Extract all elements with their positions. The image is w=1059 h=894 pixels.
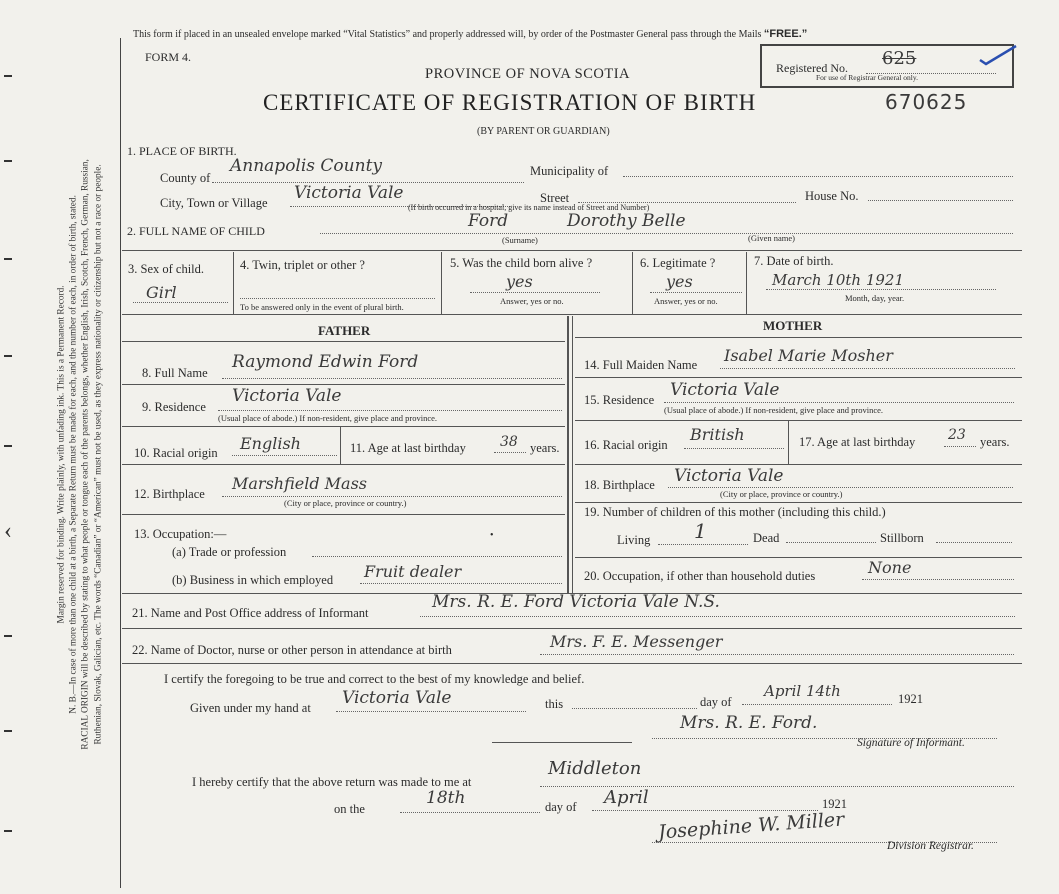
registrar-day: 18th xyxy=(426,788,466,808)
child-name-line xyxy=(320,233,1013,234)
attendant-value: Mrs. F. E. Messenger xyxy=(550,632,723,651)
margin-line-4: Ruthenian, Slovak, Galician, etc. The words “Canadian” or “American” must not be used, as they express nationality or citizenship but not a race or people. xyxy=(93,164,104,745)
section-divider xyxy=(122,628,1022,629)
mother-birthplace-value: Victoria Vale xyxy=(674,466,784,486)
margin-border-line xyxy=(120,38,121,888)
house-label: House No. xyxy=(805,189,859,203)
father-racial-value: English xyxy=(240,434,301,453)
binding-mark xyxy=(4,635,12,637)
certificate-title: CERTIFICATE OF REGISTRATION OF BIRTH xyxy=(263,90,757,115)
registered-label: Registered No. xyxy=(776,61,848,75)
ink-dot: • xyxy=(490,530,494,541)
father-racial-label: 10. Racial origin xyxy=(134,446,218,460)
municipality-label: Municipality of xyxy=(530,164,609,178)
section-divider xyxy=(122,314,1022,315)
father-birthplace-value: Marshfield Mass xyxy=(232,474,368,493)
sex-line xyxy=(133,302,228,303)
mother-row-rule xyxy=(575,557,1022,558)
legitimate-note: Answer, yes or no. xyxy=(654,296,718,306)
father-racial-line xyxy=(232,455,337,456)
mother-age-label: 17. Age at last birthday xyxy=(799,435,916,449)
mother-residence-line xyxy=(664,402,1014,403)
section-divider xyxy=(122,250,1022,251)
binding-mark xyxy=(4,160,12,162)
column-divider xyxy=(746,252,747,314)
stillborn-label: Stillborn xyxy=(880,531,924,545)
column-divider xyxy=(441,252,442,314)
binding-mark xyxy=(4,445,12,447)
father-row-divider xyxy=(340,426,341,464)
this-line xyxy=(572,708,697,709)
house-line xyxy=(868,200,1013,201)
day-of-label: day of xyxy=(700,695,732,709)
father-business-label: (b) Business in which employed xyxy=(172,573,334,587)
father-birthplace-line xyxy=(222,496,562,497)
living-line xyxy=(658,544,748,545)
certify-statement: I certify the foregoing to be true and correct to the best of my knowledge and belief. xyxy=(164,672,585,686)
this-label: this xyxy=(545,697,564,711)
mother-occupation-label: 20. Occupation, if other than household duties xyxy=(584,569,816,583)
father-age-unit: years. xyxy=(530,441,560,455)
check-mark-icon xyxy=(978,44,1018,66)
county-value: Annapolis County xyxy=(230,156,383,176)
mother-birthplace-line xyxy=(668,487,1013,488)
dead-label: Dead xyxy=(753,531,780,545)
registered-number: 625 xyxy=(882,48,917,69)
binding-mark xyxy=(4,75,12,77)
legitimate-label: 6. Legitimate ? xyxy=(640,256,716,270)
father-business-value: Fruit dealer xyxy=(364,562,462,581)
given-date: April 14th xyxy=(764,682,841,700)
registrar-signature: Josephine W. Miller xyxy=(657,808,845,844)
mother-residence-label: 15. Residence xyxy=(584,393,655,407)
informant-signature: Mrs. R. E. Ford. xyxy=(680,713,818,733)
parents-divider xyxy=(572,316,573,593)
given-label: Given under my hand at xyxy=(190,701,311,715)
alive-label: 5. Was the child born alive ? xyxy=(450,256,593,270)
margin-line-1: Margin reserved for binding. Write plainly, with unfading ink. This is a Permanent Record. xyxy=(56,285,67,624)
margin-line-3: RACIAL ORIGIN will be described by stating to what people or tongue each of the parents belongs, whether English, Irish, Scotch, French, German, Russian, xyxy=(81,159,91,750)
certificate-subtitle: (BY PARENT OR GUARDIAN) xyxy=(477,126,610,137)
father-row-rule xyxy=(122,426,565,427)
mother-birthplace-note: (City or place, province or country.) xyxy=(720,489,843,499)
father-age-line xyxy=(494,452,526,453)
father-heading-rule xyxy=(122,341,565,342)
father-name-value: Raymond Edwin Ford xyxy=(232,352,419,372)
mother-racial-line xyxy=(684,448,784,449)
mother-row-rule xyxy=(575,420,1022,421)
binding-mark xyxy=(4,258,12,260)
form-number: FORM 4. xyxy=(145,50,192,64)
alive-line xyxy=(470,292,600,293)
date-value: March 10th 1921 xyxy=(772,271,905,289)
county-label: County of xyxy=(160,171,211,185)
bracket-mark: ‹ xyxy=(4,518,12,544)
sex-label: 3. Sex of child. xyxy=(128,262,205,276)
registrar-statement: I hereby certify that the above return was made to me at xyxy=(192,775,472,789)
mother-occupation-value: None xyxy=(868,558,912,577)
mother-residence-note: (Usual place of abode.) If non-resident, give place and province. xyxy=(664,405,884,415)
surname-note: (Surname) xyxy=(502,235,538,245)
father-name-line xyxy=(222,378,562,379)
street-label: Street xyxy=(540,191,570,205)
mother-racial-label: 16. Racial origin xyxy=(584,438,668,452)
mother-heading: MOTHER xyxy=(763,318,823,333)
mother-maiden-value: Isabel Marie Mosher xyxy=(724,346,893,365)
mother-row-rule xyxy=(575,502,1022,503)
on-the-label: on the xyxy=(334,802,365,816)
mother-maiden-line xyxy=(720,368,1015,369)
registrar-year: 1921 xyxy=(822,797,847,811)
mother-residence-value: Victoria Vale xyxy=(670,380,780,400)
child-given-name: Dorothy Belle xyxy=(567,211,686,231)
certificate-number: 670625 xyxy=(885,90,968,114)
column-divider xyxy=(233,252,234,314)
city-label: City, Town or Village xyxy=(160,196,268,210)
legitimate-value: yes xyxy=(666,272,693,291)
street-note: (If birth occurred in a hospital, give its name instead of Street and Number) xyxy=(408,203,650,212)
mother-birthplace-label: 18. Birthplace xyxy=(584,478,655,492)
mother-racial-value: British xyxy=(690,425,745,444)
father-trade-line xyxy=(312,556,562,557)
mother-age-unit: years. xyxy=(980,435,1010,449)
binding-mark xyxy=(4,355,12,357)
child-name-label: 2. FULL NAME OF CHILD xyxy=(127,224,265,238)
father-age-value: 38 xyxy=(500,434,518,450)
municipality-line xyxy=(623,176,1013,177)
city-value: Victoria Vale xyxy=(294,183,404,203)
mother-age-line xyxy=(944,446,976,447)
father-trade-label: (a) Trade or profession xyxy=(172,545,287,559)
postal-notice: This form if placed in an unsealed envelope marked “Vital Statistics” and properly addressed will, by order of the Postmaster General pass through the Mails “FREE.” xyxy=(133,28,808,40)
sex-value: Girl xyxy=(146,283,177,302)
father-residence-note: (Usual place of abode.) If non-resident, give place and province. xyxy=(218,413,438,423)
binding-mark xyxy=(4,730,12,732)
father-birthplace-note: (City or place, province or country.) xyxy=(284,498,407,508)
mother-occupation-line xyxy=(862,579,1014,580)
given-date-line xyxy=(742,704,892,705)
stillborn-line xyxy=(936,542,1012,543)
registrar-title: Division Registrar. xyxy=(887,840,974,852)
binding-mark xyxy=(4,830,12,832)
given-name-note: (Given name) xyxy=(748,233,795,243)
dead-line xyxy=(786,542,876,543)
mother-row-divider xyxy=(788,420,789,464)
father-row-rule xyxy=(122,514,565,515)
father-birthplace-label: 12. Birthplace xyxy=(134,487,205,501)
father-name-label: 8. Full Name xyxy=(142,366,208,380)
registrar-day-of-label: day of xyxy=(545,800,577,814)
given-place-line xyxy=(336,711,526,712)
attendant-label: 22. Name of Doctor, nurse or other person in attendance at birth xyxy=(132,643,452,657)
twin-note: To be answered only in the event of plural birth. xyxy=(240,302,404,312)
legitimate-line xyxy=(650,292,742,293)
mother-age-value: 23 xyxy=(948,427,966,443)
informant-value: Mrs. R. E. Ford Victoria Vale N.S. xyxy=(432,592,720,612)
province-heading: PROVINCE OF NOVA SCOTIA xyxy=(425,66,630,82)
mother-maiden-label: 14. Full Maiden Name xyxy=(584,358,698,372)
alive-value: yes xyxy=(506,272,533,291)
father-residence-line xyxy=(218,410,562,411)
father-heading: FATHER xyxy=(318,323,371,338)
father-row-rule xyxy=(122,384,565,385)
father-age-label: 11. Age at last birthday xyxy=(350,441,466,455)
alive-note: Answer, yes or no. xyxy=(500,296,564,306)
mother-row-rule xyxy=(575,464,1022,465)
registrar-month-line xyxy=(592,810,818,811)
registrar-month: April xyxy=(604,787,649,808)
column-divider xyxy=(632,252,633,314)
registrar-place: Middleton xyxy=(548,758,642,779)
father-business-line xyxy=(360,583,562,584)
date-label: 7. Date of birth. xyxy=(754,254,834,268)
signature-rule xyxy=(492,742,632,743)
margin-instructions xyxy=(56,44,105,864)
mother-children-label: 19. Number of children of this mother (including this child.) xyxy=(584,505,886,519)
section-divider xyxy=(122,663,1022,664)
informant-line xyxy=(420,616,1015,617)
mother-heading-rule xyxy=(575,337,1022,338)
given-year: 1921 xyxy=(898,692,923,706)
date-line xyxy=(766,289,996,290)
father-residence-label: 9. Residence xyxy=(142,400,206,414)
given-place: Victoria Vale xyxy=(342,688,452,708)
registered-number-box xyxy=(760,44,1014,88)
living-value: 1 xyxy=(694,519,707,543)
living-label: Living xyxy=(617,533,651,547)
child-surname: Ford xyxy=(468,211,509,231)
attendant-line xyxy=(540,654,1014,655)
registered-note: For use of Registrar General only. xyxy=(816,73,918,82)
margin-line-2: N. B.—In case of more than one child at a birth, a Separate Return must be made for each, and the number of each, in order of birth, stated. xyxy=(68,195,79,714)
registrar-day-line xyxy=(400,812,540,813)
signature-label: Signature of Informant. xyxy=(857,737,965,749)
date-note: Month, day, year. xyxy=(845,293,905,303)
twin-line xyxy=(240,298,435,299)
twin-label: 4. Twin, triplet or other ? xyxy=(240,258,365,272)
father-occupation-label: 13. Occupation:— xyxy=(134,527,227,541)
place-of-birth-heading: 1. PLACE OF BIRTH. xyxy=(127,144,237,158)
mother-row-rule xyxy=(575,377,1022,378)
informant-label: 21. Name and Post Office address of Informant xyxy=(132,606,369,620)
father-row-rule xyxy=(122,464,565,465)
parents-divider xyxy=(567,316,569,593)
father-residence-value: Victoria Vale xyxy=(232,386,342,406)
